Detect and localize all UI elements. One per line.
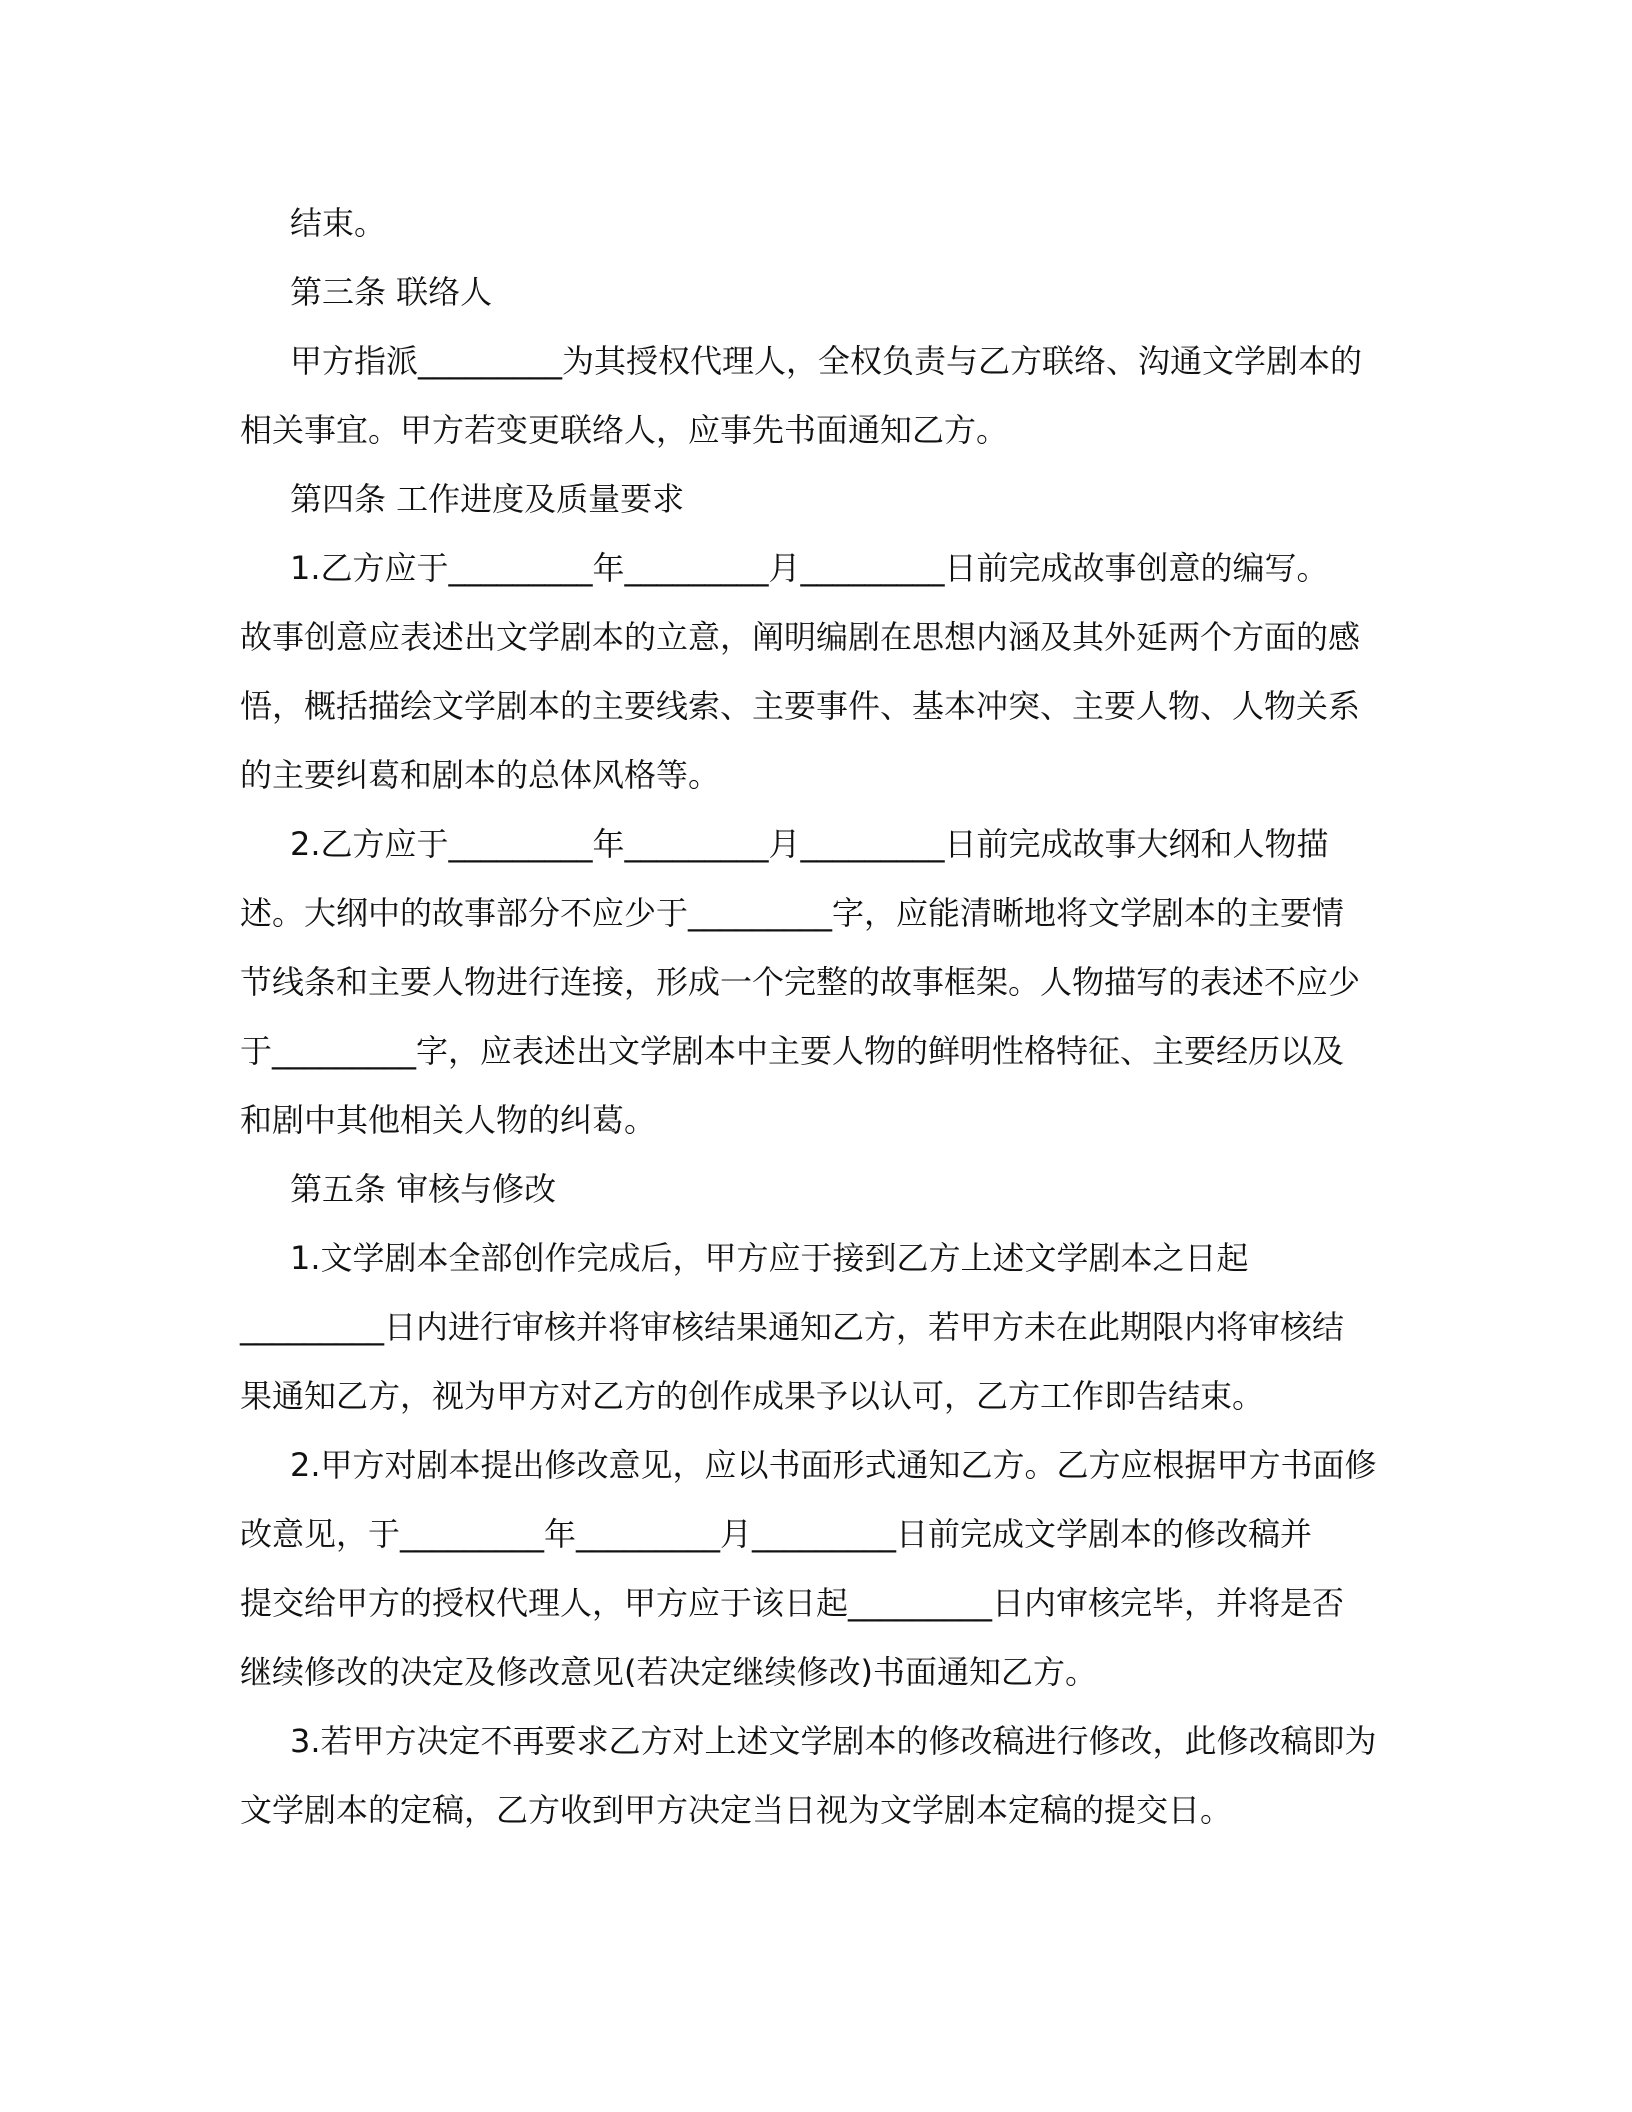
paragraph-line: _________日内进行审核并将审核结果通知乙方，若甲方未在此期限内将审核结: [240, 1308, 1345, 1346]
paragraph-line: 文学剧本的定稿，乙方收到甲方决定当日视为文学剧本定稿的提交日。: [240, 1791, 1233, 1829]
paragraph-line: 相关事宜。甲方若变更联络人，应事先书面通知乙方。: [240, 411, 1009, 449]
paragraph-line: 1.乙方应于_________年_________月_________日前完成故事创意的编写。: [290, 549, 1329, 587]
paragraph-line: 继续修改的决定及修改意见(若决定继续修改)书面通知乙方。: [240, 1653, 1097, 1691]
section-heading: 第四条 工作进度及质量要求: [290, 480, 685, 518]
paragraph-line: 甲方指派_________为其授权代理人，全权负责与乙方联络、沟通文学剧本的: [290, 342, 1363, 380]
paragraph-line: 节线条和主要人物进行连接，形成一个完整的故事框架。人物描写的表述不应少: [240, 963, 1361, 1001]
paragraph-line: 改意见，于_________年_________月_________日前完成文学剧本的修改稿并: [240, 1515, 1313, 1553]
paragraph-line: 于_________字，应表述出文学剧本中主要人物的鲜明性格特征、主要经历以及: [240, 1032, 1345, 1070]
paragraph-line: 故事创意应表述出文学剧本的立意，阐明编剧在思想内涵及其外延两个方面的感: [240, 618, 1361, 656]
paragraph-line: 和剧中其他相关人物的纠葛。: [240, 1101, 657, 1139]
paragraph-line: 悟，概括描绘文学剧本的主要线索、主要事件、基本冲突、主要人物、人物关系: [240, 687, 1361, 725]
paragraph-line: 3.若甲方决定不再要求乙方对上述文学剧本的修改稿进行修改，此修改稿即为: [290, 1722, 1377, 1760]
paragraph-line: 的主要纠葛和剧本的总体风格等。: [240, 756, 721, 794]
paragraph-line: 1.文学剧本全部创作完成后，甲方应于接到乙方上述文学剧本之日起: [290, 1239, 1249, 1277]
paragraph-line: 提交给甲方的授权代理人，甲方应于该日起_________日内审核完毕，并将是否: [240, 1584, 1345, 1622]
paragraph-line: 结束。: [290, 204, 387, 242]
paragraph-line: 2.乙方应于_________年_________月_________日前完成故事大纲和人物描: [290, 825, 1329, 863]
section-heading: 第三条 联络人: [290, 273, 493, 311]
paragraph-line: 述。大纲中的故事部分不应少于_________字，应能清晰地将文学剧本的主要情: [240, 894, 1345, 932]
section-heading: 第五条 审核与修改: [290, 1170, 557, 1208]
paragraph-line: 果通知乙方，视为甲方对乙方的创作成果予以认可，乙方工作即告结束。: [240, 1377, 1265, 1415]
paragraph-line: 2.甲方对剧本提出修改意见，应以书面形式通知乙方。乙方应根据甲方书面修: [290, 1446, 1377, 1484]
